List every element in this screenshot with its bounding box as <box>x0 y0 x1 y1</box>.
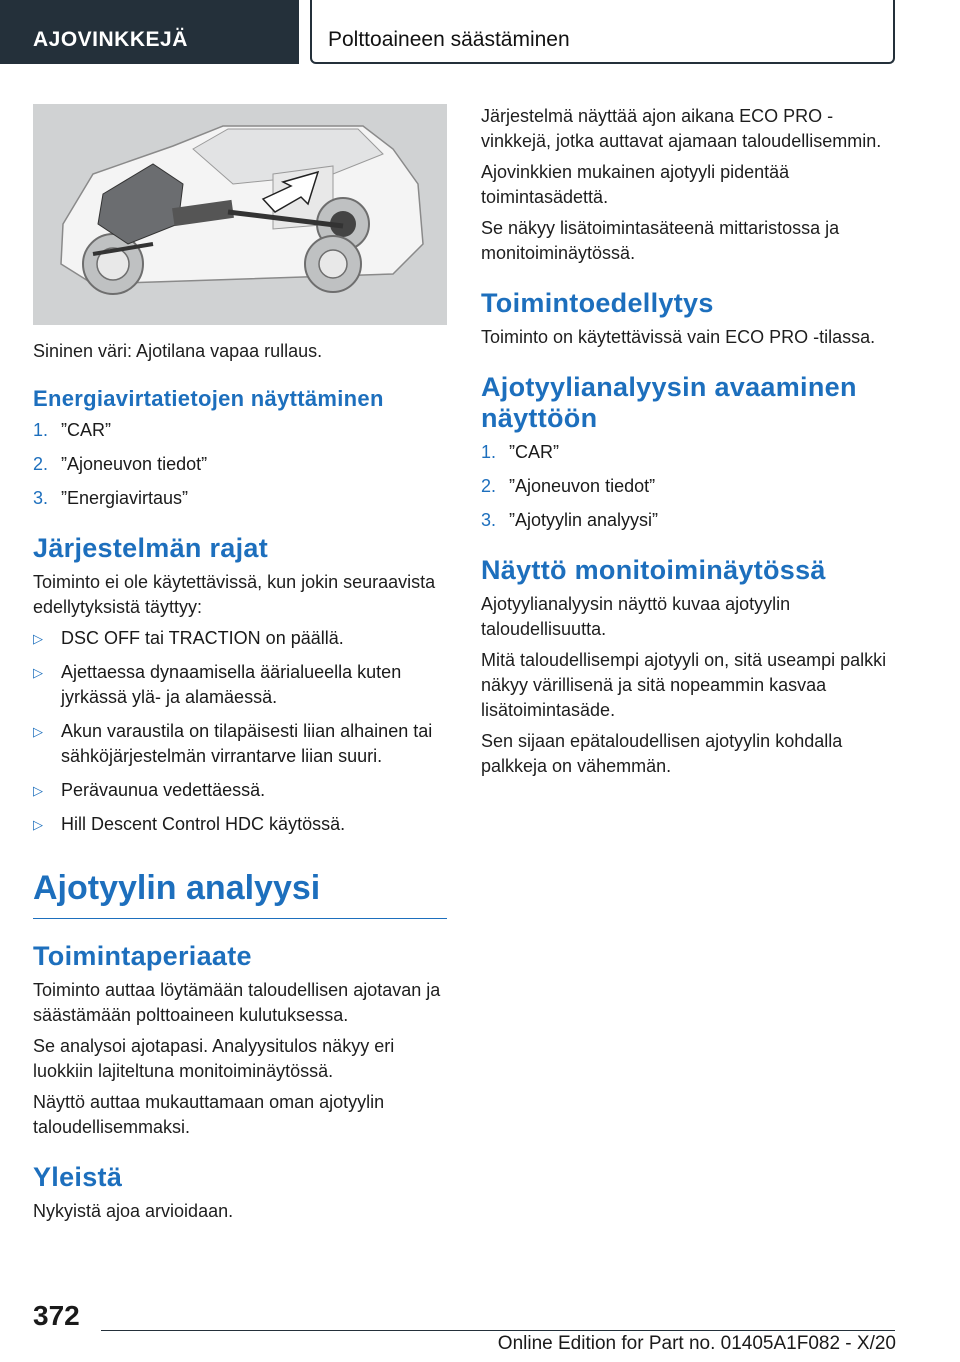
list-item: ▷ Perävaunua vedettäessä. <box>33 778 447 803</box>
page-number: 372 <box>33 1300 80 1331</box>
general-text: Nykyistä ajoa arvioidaan. <box>33 1201 234 1221</box>
list-item: 3. ”Energiavirtaus” <box>33 488 189 508</box>
edition-note: Online Edition for Part no. 01405A1F082 - X/20 <box>497 1333 896 1354</box>
display-heading: Näyttö monitoiminäytössä <box>481 555 826 585</box>
open-analysis-heading: Ajotyylianalyysin avaaminen näyttöön <box>481 372 857 433</box>
general-heading: Yleistä <box>33 1162 123 1192</box>
prerequisite-heading: Toimintoedellytys <box>481 288 714 318</box>
triangle-bullet-icon: ▷ <box>33 783 43 798</box>
list-item: 2. ”Ajoneuvon tiedot” <box>481 476 656 496</box>
system-limits-list <box>33 626 447 837</box>
principle-paragraph: Näyttö auttaa mukauttamaan oman ajotyylin taloudellisemmaksi. <box>33 1092 385 1137</box>
topic-tab: Polttoaineen säästäminen <box>310 0 895 64</box>
list-item: 3. ”Ajotyylin analyysi” <box>481 510 659 530</box>
chapter-title: Ajotyylin analyysi <box>33 869 447 919</box>
display-paragraph: Ajotyylianalyysin näyttö kuvaa ajotyylin taloudellisuutta. <box>481 594 791 639</box>
list-item: 1. ”CAR” <box>481 442 559 462</box>
principle-paragraph: Se analysoi ajotapasi. Analyysitulos näkyy eri luokkiin lajiteltuna monitoiminäytössä. <box>33 1036 395 1081</box>
list-item: ▷ DSC OFF tai TRACTION on päällä. <box>33 626 447 651</box>
car-illustration <box>33 104 447 325</box>
intro-paragraph: Järjestelmä näyttää ajon aikana ECO PRO -vinkkejä, jotka auttavat ajamaan taloudellisemmin. <box>481 106 882 151</box>
right-column <box>481 104 895 785</box>
intro-paragraph: Ajovinkkien mukainen ajotyyli pidentää toimintasädettä. <box>481 162 790 207</box>
list-item: ▷ Akun varaustila on tilapäisesti liian alhainen tai sähköjärjestelmän virrantarve liian suuri. <box>33 719 447 769</box>
triangle-bullet-icon: ▷ <box>33 724 43 739</box>
car-drivetrain-figure <box>33 104 447 325</box>
list-item: 2. ”Ajoneuvon tiedot” <box>33 454 208 474</box>
left-column <box>33 104 447 1230</box>
display-paragraph: Sen sijaan epätaloudellisen ajotyylin kohdalla palkkeja on vähemmän. <box>481 731 843 776</box>
system-limits-heading: Järjestelmän rajat <box>33 533 269 563</box>
list-item: 1. ”CAR” <box>33 420 111 440</box>
list-item: ▷ Hill Descent Control HDC käytössä. <box>33 812 447 837</box>
footer-divider <box>101 1330 895 1331</box>
triangle-bullet-icon: ▷ <box>33 631 43 646</box>
display-paragraph: Mitä taloudellisempi ajotyyli on, sitä useampi palkki näkyy värillisenä ja sitä nopeammin kasvaa lisätoimintasäde. <box>481 650 887 720</box>
figure-caption: Sininen väri: Ajotilana vapaa rullaus. <box>33 341 323 361</box>
principle-heading: Toimintaperiaate <box>33 941 252 971</box>
triangle-bullet-icon: ▷ <box>33 665 43 680</box>
system-limits-intro: Toiminto ei ole käytettävissä, kun jokin seuraavista edellytyksistä täyttyy: <box>33 572 436 617</box>
list-item: ▷ Ajettaessa dynaamisella äärialueella kuten jyrkässä ylä- ja alamäessä. <box>33 660 447 710</box>
page-header <box>0 0 960 66</box>
energy-flow-steps <box>33 418 447 511</box>
intro-paragraph: Se näkyy lisätoimintasäteenä mittaristossa ja monitoiminäytössä. <box>481 218 840 263</box>
energy-flow-heading: Energiavirtatietojen näyttäminen <box>33 386 384 411</box>
principle-paragraph: Toiminto auttaa löytämään taloudellisen ajotavan ja säästämään polttoaineen kulutuksessa. <box>33 980 441 1025</box>
triangle-bullet-icon: ▷ <box>33 817 43 832</box>
open-analysis-steps <box>481 440 895 533</box>
prerequisite-text: Toiminto on käytettävissä vain ECO PRO -tilassa. <box>481 327 876 347</box>
section-tab: AJOVINKKEJÄ <box>0 0 299 64</box>
